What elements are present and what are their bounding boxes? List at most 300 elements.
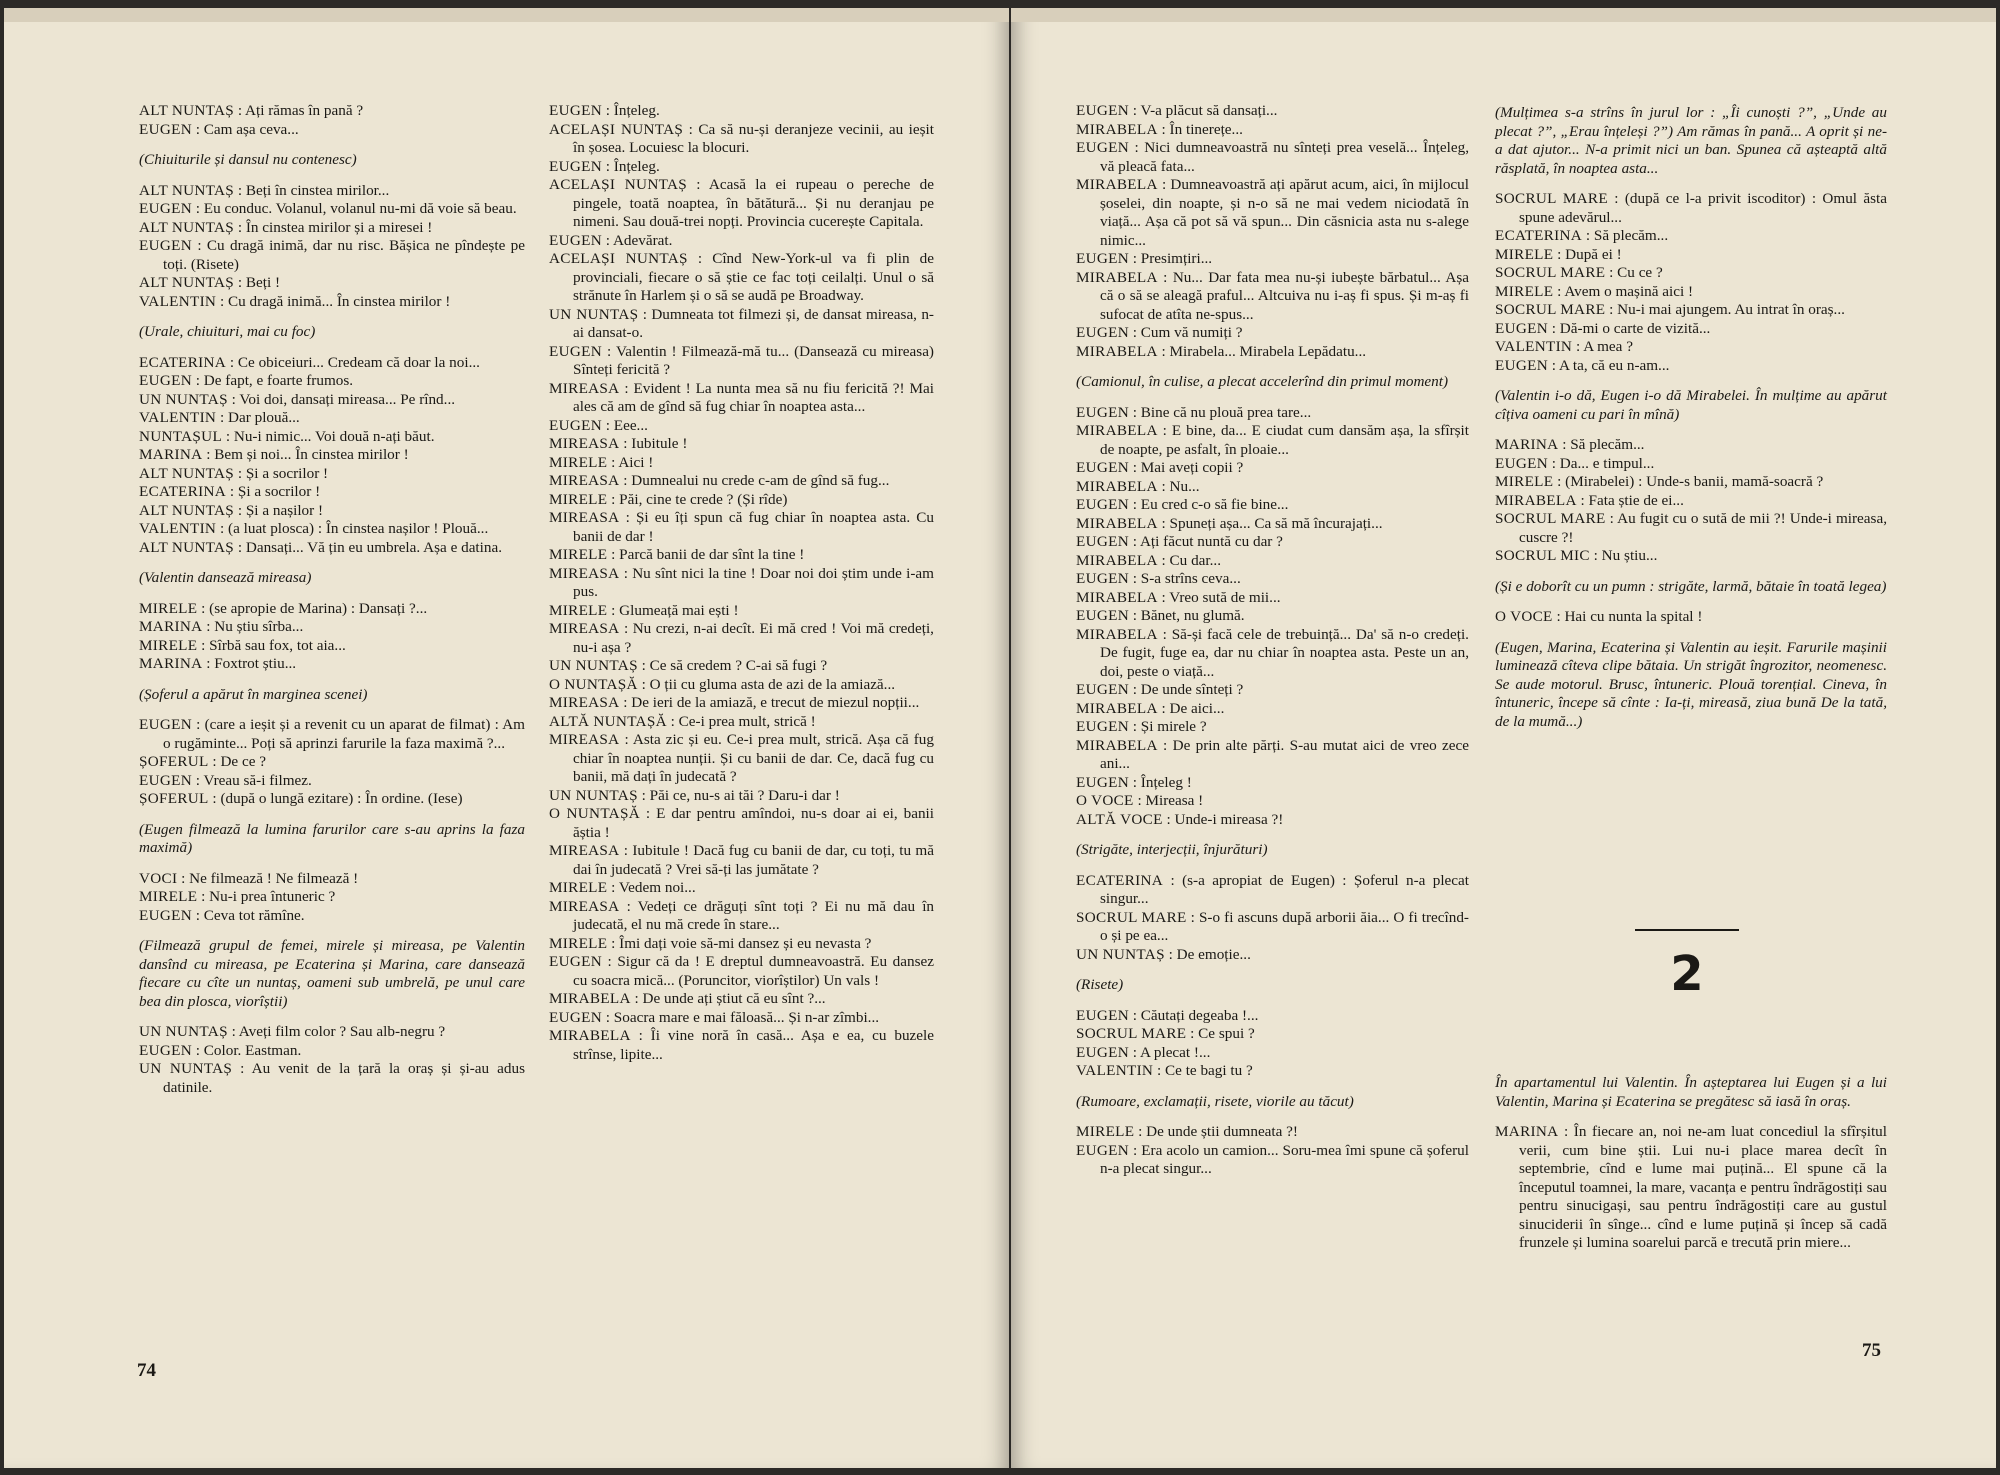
dialogue-text: Să plecăm... bbox=[1570, 436, 1645, 453]
stage-direction: (Rumoare, exclamații, risete, viorile au tăcut) bbox=[1076, 1092, 1354, 1110]
speaker-separator: : bbox=[1133, 792, 1146, 809]
dialogue-line bbox=[139, 182, 525, 201]
dialogue-text: Era acolo un camion... Soru-mea îmi spune că șoferul n-a plecat singur... bbox=[1100, 1141, 1469, 1177]
dialogue-line bbox=[549, 713, 934, 732]
dialogue-text: De prin alte părți. S-au mutat aici de vreo zece ani... bbox=[1100, 736, 1469, 772]
right-column-1 bbox=[1076, 102, 1469, 1179]
speaker-name: EUGEN bbox=[139, 906, 192, 924]
speaker-name: EUGEN bbox=[1076, 773, 1129, 791]
speaker-separator: : bbox=[1576, 491, 1589, 509]
page-number-right: 75 bbox=[1862, 1340, 1881, 1361]
page-top-edge bbox=[1011, 8, 1996, 22]
speaker-name: ACELAȘI NUNTAȘ bbox=[549, 176, 687, 193]
dialogue-text: Vedem noi... bbox=[618, 879, 696, 896]
dialogue-text: Glumeață mai ești ! bbox=[619, 601, 739, 619]
speaker-name: VOCI bbox=[139, 869, 178, 887]
dialogue-text: Evident ! La nunta mea să nu fiu fericită ?! Mai ales că am de gînd să fug chiar în noaptea asta... bbox=[573, 379, 934, 415]
dialogue-line bbox=[1495, 301, 1887, 320]
dialogue-text: A mea ? bbox=[1583, 338, 1633, 355]
dialogue-text: Dar plouă... bbox=[228, 409, 300, 426]
dialogue-line bbox=[549, 620, 934, 657]
speaker-name: MIRABELA bbox=[1076, 477, 1158, 495]
speaker-separator: : bbox=[619, 620, 633, 637]
dialogue-text: Nici dumneavoastră nu sînteți prea veselă... Înțeleg, vă pleacă fata... bbox=[1100, 139, 1469, 175]
speaker-name: ALTĂ VOCE bbox=[1076, 810, 1163, 828]
dialogue-line bbox=[549, 435, 934, 454]
speaker-separator: : bbox=[1558, 436, 1571, 453]
dialogue-text: Păi ce, nu-s ai tăi ? Daru-i dar ! bbox=[649, 786, 840, 804]
speaker-name: ECATERINA bbox=[1495, 227, 1583, 244]
speaker-name: EUGEN bbox=[1076, 403, 1129, 421]
speaker-separator: : bbox=[1128, 102, 1141, 119]
dialogue-text: (se apropie de Marina) : Dansați ?... bbox=[209, 599, 428, 617]
dialogue-text: Parcă banii de dar sînt la tine ! bbox=[619, 546, 805, 563]
dialogue-line bbox=[139, 200, 525, 219]
speaker-name: EUGEN bbox=[549, 1008, 602, 1026]
speaker-name: EUGEN bbox=[549, 416, 602, 434]
dialogue-text: Nu... bbox=[1169, 477, 1200, 495]
dialogue-line bbox=[139, 237, 525, 274]
speaker-separator: : bbox=[607, 546, 620, 563]
dialogue-text: Și a socrilor ! bbox=[237, 483, 321, 500]
dialogue-text: Eee... bbox=[613, 416, 648, 434]
speaker-separator: : bbox=[630, 990, 643, 1007]
stage-direction: În apartamentul lui Valentin. În așteptarea lui Eugen și a lui Valentin, Marina și Ecaterina se pregătesc să iasă în oraș. bbox=[1495, 1074, 1887, 1110]
dialogue-text: Cu dragă inimă, dar nu risc. Bășica ne pîndește pe toți. (Risete) bbox=[163, 237, 525, 273]
speaker-name: EUGEN bbox=[1495, 319, 1548, 337]
dialogue-line bbox=[549, 953, 934, 990]
dialogue-text: Au venit de la țară la oraș și și-au adus datinile. bbox=[163, 1060, 525, 1096]
dialogue-text: Soacra mare e mai făloasă... Și n-ar zîmbi... bbox=[613, 1008, 880, 1026]
speaker-separator: : bbox=[226, 483, 238, 500]
speaker-name: SOCRUL MARE bbox=[1495, 510, 1606, 527]
speaker-separator: : bbox=[227, 1023, 239, 1040]
dialogue-line bbox=[549, 102, 934, 121]
speaker-separator: : bbox=[191, 237, 207, 254]
speaker-separator: : bbox=[1589, 547, 1602, 564]
dialogue-line bbox=[1076, 496, 1469, 515]
dialogue-line bbox=[1495, 492, 1887, 511]
dialogue-line bbox=[1495, 338, 1887, 357]
speaker-name: EUGEN bbox=[1076, 102, 1129, 119]
right-column-2-top bbox=[1495, 92, 1887, 743]
dialogue-line bbox=[1076, 1142, 1469, 1179]
dialogue-text: Ce să credem ? C-ai să fugi ? bbox=[649, 657, 828, 674]
dialogue-text: Ne filmează ! Ne filmează ! bbox=[189, 869, 359, 887]
speaker-name: UN NUNTAȘ bbox=[139, 1060, 233, 1077]
speaker-name: MIREASA bbox=[549, 842, 620, 859]
speaker-separator: : bbox=[1157, 120, 1170, 138]
speaker-separator: : bbox=[1157, 422, 1172, 439]
dialogue-text: Color. Eastman. bbox=[203, 1041, 302, 1059]
dialogue-line bbox=[1495, 190, 1887, 227]
speaker-name: SOCRUL MARE bbox=[1495, 301, 1606, 318]
speaker-separator: : bbox=[1128, 1043, 1140, 1061]
speaker-name: EUGEN bbox=[139, 1041, 192, 1059]
speaker-name: MIRABELA bbox=[1076, 588, 1158, 606]
right-page bbox=[1011, 8, 1996, 1468]
dialogue-text: De ieri de la amiază, e trecut de miezul nopții... bbox=[631, 694, 920, 711]
speaker-separator: : bbox=[1582, 227, 1594, 244]
speaker-name: SOCRUL MARE bbox=[1495, 190, 1608, 207]
speaker-separator: : bbox=[226, 353, 238, 371]
dialogue-line bbox=[139, 888, 525, 907]
dialogue-line bbox=[139, 219, 525, 238]
speaker-name: EUGEN bbox=[549, 102, 602, 119]
dialogue-text: Avem o mașină aici ! bbox=[1564, 282, 1694, 300]
speaker-name: ALT NUNTAȘ bbox=[139, 501, 235, 519]
right-column-2-bottom bbox=[1495, 1062, 1887, 1253]
speaker-separator: : bbox=[639, 805, 657, 822]
speaker-separator: : bbox=[619, 694, 632, 711]
speaker-separator: : bbox=[607, 601, 620, 619]
speaker-separator: : bbox=[619, 564, 633, 582]
dialogue-line bbox=[139, 409, 525, 428]
dialogue-line bbox=[139, 1023, 525, 1042]
dialogue-line bbox=[139, 428, 525, 447]
speaker-name: EUGEN bbox=[1076, 459, 1129, 476]
speaker-name: EUGEN bbox=[1076, 1043, 1129, 1061]
speaker-name: EUGEN bbox=[1495, 454, 1548, 472]
speaker-separator: : bbox=[234, 102, 246, 119]
dialogue-text: Asta zic și eu. Ce-i prea mult, strică. Așa că fug chiar în noaptea nunții. Și cu banii de dar. Ce, dacă fug cu banii, mă dați în judecată ? bbox=[573, 731, 934, 785]
dialogue-line bbox=[139, 354, 525, 373]
speaker-name: EUGEN bbox=[139, 200, 192, 217]
dialogue-line bbox=[549, 417, 934, 436]
speaker-name: O VOCE bbox=[1495, 608, 1553, 625]
speaker-name: MIRABELA bbox=[549, 1027, 631, 1044]
dialogue-line bbox=[1076, 1123, 1469, 1142]
speaker-separator: : bbox=[208, 753, 221, 770]
speaker-separator: : bbox=[197, 636, 210, 654]
speaker-name: VALENTIN bbox=[139, 292, 217, 310]
speaker-separator: : bbox=[619, 842, 633, 859]
speaker-separator: : bbox=[1128, 403, 1141, 421]
dialogue-line bbox=[1076, 1062, 1469, 1081]
speaker-separator: : bbox=[191, 906, 204, 924]
speaker-name: ALTĂ NUNTAȘĂ bbox=[549, 712, 667, 730]
speaker-name: MIRABELA bbox=[1076, 176, 1158, 193]
speaker-name: MIRABELA bbox=[1076, 699, 1158, 717]
stage-direction: (Filmează grupul de femei, mirele și mireasa, pe Valentin dansînd cu mireasa, pe Ecaterina și Marina, care dansează fiecare cu cîte un nuntaș, oameni sub umbrelă, pe unul care bea din plosca, viorîștii) bbox=[139, 937, 525, 1010]
dialogue-text: De unde ați știut că eu sînt ?... bbox=[642, 990, 826, 1007]
dialogue-text: Cu dar... bbox=[1169, 551, 1222, 569]
speaker-name: MIREASA bbox=[549, 564, 620, 582]
stage-direction: (Și e doborît cu un pumn : strigăte, larmă, bătaie în toată legea) bbox=[1495, 577, 1887, 595]
speaker-name: EUGEN bbox=[1495, 356, 1548, 374]
dialogue-text: Dumneavoastră ați apărut acum, aici, în mijlocul șoselei, din noapte, și n-o să ne mai vedem niciodată în viață... Așa că pot să vă spun... Din căsnicia asta nu s-alege nimic... bbox=[1100, 176, 1469, 249]
left-page bbox=[4, 8, 1009, 1468]
speaker-name: MARINA bbox=[139, 618, 203, 635]
speaker-separator: : bbox=[191, 771, 204, 789]
dialogue-line bbox=[139, 790, 525, 809]
page-top-edge bbox=[4, 8, 1009, 22]
speaker-separator: : bbox=[227, 390, 240, 408]
speaker-name: UN NUNTAȘ bbox=[139, 390, 228, 408]
dialogue-text: În tinerețe... bbox=[1169, 120, 1243, 138]
speaker-name: MIRELE bbox=[139, 888, 198, 905]
dialogue-text: Nu-i prea întuneric ? bbox=[209, 888, 336, 905]
dialogue-text: Și a nașilor ! bbox=[245, 501, 324, 519]
dialogue-line bbox=[1495, 283, 1887, 302]
dialogue-line bbox=[1495, 473, 1887, 492]
dialogue-text: De unde știi dumneata ?! bbox=[1146, 1123, 1298, 1140]
speaker-separator: : bbox=[1605, 264, 1618, 281]
dialogue-text: Fata știe de ei... bbox=[1588, 491, 1684, 509]
dialogue-line bbox=[549, 546, 934, 565]
speaker-name: ALT NUNTAȘ bbox=[139, 181, 235, 199]
dialogue-text: După ei ! bbox=[1565, 245, 1622, 263]
speaker-separator: : bbox=[1157, 625, 1172, 643]
speaker-separator: : bbox=[177, 869, 190, 887]
dialogue-text: Nu crezi, n-ai decît. Ei mă cred ! Voi mă credeți, nu-i așa ? bbox=[573, 620, 934, 656]
speaker-name: MIRELE bbox=[549, 879, 608, 896]
speaker-separator: : bbox=[202, 655, 215, 672]
dialogue-line bbox=[139, 716, 525, 753]
dialogue-line bbox=[1076, 478, 1469, 497]
dialogue-text: V-a plăcut să dansați... bbox=[1140, 102, 1278, 119]
dialogue-line bbox=[1495, 436, 1887, 455]
speaker-name: MIRELE bbox=[549, 601, 608, 619]
dialogue-text: (care a ieșit și a revenit cu un aparat de filmat) : Am o rugăminte... Poți să aprinzi farurile la faza maximă ?... bbox=[163, 716, 525, 752]
dialogue-line bbox=[549, 602, 934, 621]
dialogue-text: Cu dragă inimă... În cinstea mirilor ! bbox=[228, 292, 451, 310]
speaker-name: MIREASA bbox=[549, 694, 620, 711]
speaker-name: SOCRUL MARE bbox=[1076, 1025, 1187, 1042]
speaker-separator: : bbox=[216, 520, 229, 537]
speaker-separator: : bbox=[191, 372, 204, 389]
speaker-separator: : bbox=[638, 305, 652, 323]
stage-direction: (Strigăte, interjecții, înjurături) bbox=[1076, 841, 1268, 858]
dialogue-line bbox=[549, 491, 934, 510]
speaker-name: ALT NUNTAȘ bbox=[139, 218, 235, 236]
speaker-name: VALENTIN bbox=[1076, 1062, 1154, 1079]
dialogue-line bbox=[139, 520, 525, 539]
dialogue-text: Dă-mi o carte de vizită... bbox=[1559, 319, 1711, 337]
dialogue-line bbox=[549, 343, 934, 380]
dialogue-text: Nu știu... bbox=[1601, 547, 1658, 564]
speaker-name: UN NUNTAȘ bbox=[139, 1023, 228, 1040]
speaker-separator: : bbox=[1128, 324, 1141, 341]
dialogue-line bbox=[139, 772, 525, 791]
dialogue-line bbox=[1495, 547, 1887, 566]
speaker-name: EUGEN bbox=[1076, 607, 1129, 624]
speaker-name: SOCRUL MARE bbox=[1495, 264, 1606, 281]
speaker-name: MIRELE bbox=[549, 490, 608, 508]
speaker-separator: : bbox=[1547, 319, 1560, 337]
dialogue-line bbox=[549, 787, 934, 806]
stage-direction: (Eugen filmează la lumina farurilor care s-au aprins la faza maximă) bbox=[139, 820, 525, 856]
speaker-name: UN NUNTAȘ bbox=[549, 786, 638, 804]
dialogue-line bbox=[549, 731, 934, 787]
dialogue-text: Și mirele ? bbox=[1140, 718, 1207, 735]
dialogue-text: De unde sînteți ? bbox=[1140, 681, 1244, 698]
speaker-separator: : bbox=[197, 599, 210, 617]
dialogue-line bbox=[1495, 246, 1887, 265]
speaker-separator: : bbox=[1547, 454, 1560, 472]
dialogue-line bbox=[1495, 455, 1887, 474]
speaker-separator: : bbox=[1157, 342, 1170, 360]
dialogue-text: Bănet, nu glumă. bbox=[1140, 607, 1245, 624]
speaker-separator: : bbox=[1553, 473, 1566, 490]
scene-number: 2 bbox=[1670, 946, 1704, 1002]
speaker-name: MARINA bbox=[139, 655, 203, 672]
dialogue-text: Păi, cine te crede ? (Și rîde) bbox=[619, 490, 788, 508]
speaker-separator: : bbox=[630, 1027, 651, 1044]
speaker-name: MIRELE bbox=[1076, 1123, 1135, 1140]
dialogue-line bbox=[1076, 102, 1469, 121]
dialogue-text: Îi vine noră în casă... Așa e ea, cu buzele strînse, lipite... bbox=[573, 1027, 934, 1063]
dialogue-line bbox=[1495, 264, 1887, 283]
speaker-name: UN NUNTAȘ bbox=[549, 305, 639, 323]
dialogue-line bbox=[549, 676, 934, 695]
speaker-name: UN NUNTAȘ bbox=[1076, 945, 1165, 963]
speaker-name: MARINA bbox=[139, 446, 203, 463]
stage-direction: (Camionul, în culise, a plecat accelerînd din primul moment) bbox=[1076, 373, 1449, 390]
dialogue-text: Și eu îți spun că fug chiar în noaptea asta. Cu banii de dar ! bbox=[573, 509, 934, 545]
dialogue-line bbox=[1076, 700, 1469, 719]
dialogue-line bbox=[549, 694, 934, 713]
dialogue-line bbox=[1076, 176, 1469, 250]
dialogue-text: Ce te bagi tu ? bbox=[1165, 1062, 1253, 1079]
dialogue-text: Nu... Dar fata mea nu-și iubește bărbatul... Așa că o să se aleagă praful... Altcuiva nu i-aș fi spus. Și m-aș fi sufocat de atîta ne-spus... bbox=[1100, 268, 1469, 323]
speaker-name: MIREASA bbox=[549, 731, 620, 748]
speaker-separator: : bbox=[191, 200, 204, 217]
speaker-separator: : bbox=[1128, 681, 1141, 698]
speaker-separator: : bbox=[234, 274, 246, 291]
speaker-separator: : bbox=[1157, 699, 1170, 717]
dialogue-text: Beți în cinstea mirilor... bbox=[245, 181, 390, 199]
speaker-separator: : bbox=[1128, 718, 1141, 735]
speaker-separator: : bbox=[1157, 514, 1170, 532]
dialogue-line bbox=[549, 232, 934, 251]
dialogue-line bbox=[549, 306, 934, 343]
speaker-separator: : bbox=[1157, 477, 1170, 495]
dialogue-text: Căutați degeaba !... bbox=[1140, 1006, 1259, 1024]
dialogue-text: De ce ? bbox=[220, 753, 266, 770]
speaker-separator: : bbox=[619, 472, 632, 489]
dialogue-text: Acasă la ei rupeau o pereche de pingele, toată noaptea, în bătătură... Și nu deranjau pe nimeni. Sau două-trei nopți. Provincia cucerește Capitala. bbox=[573, 176, 935, 230]
speaker-separator: : bbox=[234, 538, 246, 556]
speaker-name: MIRABELA bbox=[1076, 268, 1158, 286]
speaker-separator: : bbox=[202, 618, 215, 635]
dialogue-line bbox=[549, 842, 934, 879]
dialogue-line bbox=[1076, 946, 1469, 965]
dialogue-line bbox=[139, 539, 525, 558]
dialogue-text: Înțeleg. bbox=[613, 157, 660, 175]
dialogue-line bbox=[1495, 1123, 1887, 1253]
speaker-name: ALT NUNTAȘ bbox=[139, 464, 235, 482]
dialogue-line bbox=[1495, 227, 1887, 246]
dialogue-text: Mireasa ! bbox=[1145, 792, 1204, 809]
speaker-name: EUGEN bbox=[549, 953, 602, 970]
dialogue-line bbox=[549, 565, 934, 602]
speaker-name: ECATERINA bbox=[139, 483, 227, 500]
speaker-name: MIRABELA bbox=[1495, 491, 1577, 509]
speaker-name: VALENTIN bbox=[139, 520, 217, 537]
stage-direction: (Valentin dansează mireasa) bbox=[139, 569, 312, 586]
speaker-separator: : bbox=[234, 218, 246, 236]
dialogue-text: Mirabela... Mirabela Lepădatu... bbox=[1169, 342, 1367, 360]
dialogue-line bbox=[139, 753, 525, 772]
dialogue-text: Ce obiceiuri... Credeam că doar la noi... bbox=[237, 353, 480, 371]
dialogue-line bbox=[549, 935, 934, 954]
stage-direction: (Chiuiturile și dansul nu contenesc) bbox=[139, 151, 357, 168]
dialogue-text: Voi doi, dansați mireasa... Pe rînd... bbox=[239, 390, 456, 408]
speaker-separator: : bbox=[1134, 1123, 1147, 1140]
dialogue-text: Nu-i mai ajungem. Au intrat în oraș... bbox=[1617, 301, 1845, 318]
speaker-name: EUGEN bbox=[1076, 681, 1129, 698]
speaker-name: ȘOFERUL bbox=[139, 753, 209, 770]
speaker-separator: : bbox=[202, 446, 215, 463]
dialogue-line bbox=[549, 509, 934, 546]
dialogue-line bbox=[139, 483, 525, 502]
speaker-separator: : bbox=[601, 157, 614, 175]
speaker-separator: : bbox=[686, 176, 709, 193]
dialogue-text: Iubitule ! bbox=[631, 435, 688, 452]
dialogue-text: De fapt, e foarte frumos. bbox=[203, 372, 354, 389]
speaker-separator: : bbox=[1605, 301, 1618, 318]
dialogue-text: (a luat plosca) : În cinstea nașilor ! Plouă... bbox=[228, 520, 489, 537]
dialogue-line bbox=[549, 879, 934, 898]
speaker-separator: : bbox=[607, 879, 619, 896]
speaker-name: EUGEN bbox=[139, 716, 192, 733]
dialogue-line bbox=[139, 600, 525, 619]
speaker-name: MIREASA bbox=[549, 472, 620, 489]
speaker-separator: : bbox=[208, 790, 221, 807]
speaker-separator: : bbox=[687, 250, 713, 267]
dialogue-text: (după ce l-a privit iscoditor) : Omul ăsta spune adevărul... bbox=[1519, 190, 1887, 226]
dialogue-text: Dumnealui nu crede c-am de gînd să fug... bbox=[631, 472, 890, 489]
speaker-separator: : bbox=[1157, 736, 1173, 754]
dialogue-line bbox=[549, 454, 934, 473]
speaker-separator: : bbox=[607, 453, 619, 471]
dialogue-text: Dumneata tot filmezi și, de dansat mireasa, n-ai dansat-o. bbox=[573, 305, 934, 341]
dialogue-line bbox=[549, 805, 934, 842]
speaker-separator: : bbox=[1186, 908, 1199, 926]
dialogue-text: A ta, că eu n-am... bbox=[1558, 356, 1670, 374]
dialogue-line bbox=[139, 465, 525, 484]
dialogue-text: A plecat !... bbox=[1139, 1043, 1211, 1061]
dialogue-line bbox=[1076, 269, 1469, 325]
speaker-separator: : bbox=[1552, 608, 1565, 625]
speaker-name: MIRABELA bbox=[549, 990, 631, 1007]
speaker-name: EUGEN bbox=[1076, 1006, 1129, 1024]
dialogue-text: Aici ! bbox=[618, 453, 654, 471]
dialogue-text: Sigur că da ! E dreptul dumneavoastră. Eu dansez cu soacra mică... (Poruncitor, viorîștilor) Un vals ! bbox=[573, 953, 934, 989]
dialogue-line bbox=[1076, 343, 1469, 362]
dialogue-text: Să plecăm... bbox=[1593, 227, 1669, 244]
speaker-name: MIRELE bbox=[139, 599, 198, 617]
speaker-separator: : bbox=[234, 464, 246, 482]
speaker-separator: : bbox=[1553, 282, 1565, 300]
speaker-name: MIRABELA bbox=[1076, 736, 1158, 754]
speaker-separator: : bbox=[637, 657, 650, 674]
stage-direction: (Risete) bbox=[1076, 976, 1124, 993]
dialogue-line bbox=[1076, 737, 1469, 774]
dialogue-line bbox=[1076, 250, 1469, 269]
speaker-name: ACELAȘI NUNTAȘ bbox=[549, 250, 688, 267]
speaker-name: ALT NUNTAȘ bbox=[139, 538, 235, 556]
speaker-name: EUGEN bbox=[139, 771, 192, 789]
dialogue-text: (Mirabelei) : Unde-s banii, mamă-soacră ? bbox=[1565, 473, 1824, 490]
speaker-separator: : bbox=[1186, 1025, 1199, 1042]
speaker-name: EUGEN bbox=[139, 372, 192, 389]
speaker-separator: : bbox=[1553, 245, 1566, 263]
dialogue-text: Ceva tot rămîne. bbox=[203, 906, 305, 924]
speaker-separator: : bbox=[234, 181, 246, 199]
speaker-name: EUGEN bbox=[549, 231, 602, 249]
